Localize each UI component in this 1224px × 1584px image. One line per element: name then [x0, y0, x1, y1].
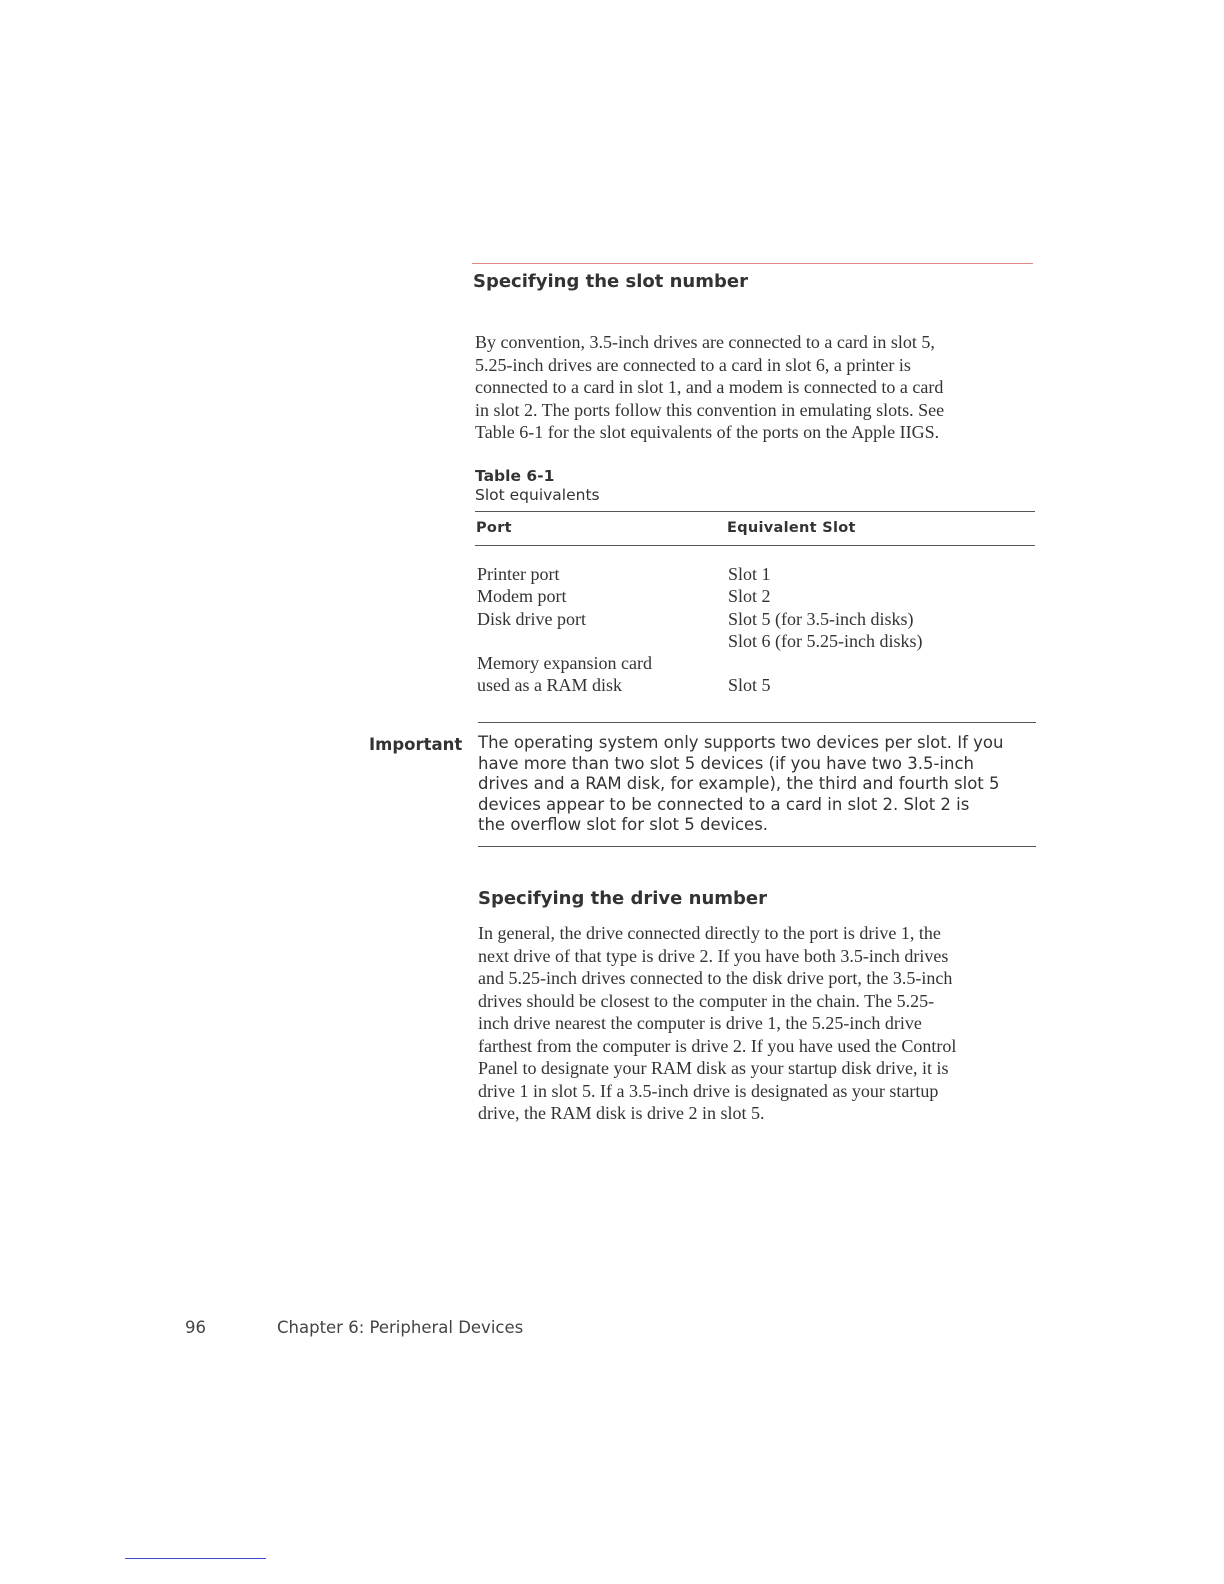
- port-column: [477, 563, 652, 697]
- paragraph-line: connected to a card in slot 1, and a modem is connected to a card: [475, 377, 944, 397]
- table-cell: used as a RAM disk: [477, 675, 622, 696]
- section-heading-drive-number: Specifying the drive number: [478, 888, 767, 909]
- paragraph-line: Table 6-1 for the slot equivalents of the ports on the Apple IIGS.: [475, 422, 940, 442]
- note-line: the overflow slot for slot 5 devices.: [478, 815, 769, 834]
- section-top-rule: [472, 263, 1033, 264]
- paragraph-line: drive, the RAM disk is drive 2 in slot 5.: [478, 1103, 765, 1123]
- bottom-blue-rule: [125, 1558, 266, 1559]
- paragraph-line: In general, the drive connected directly to the port is drive 1, the: [478, 923, 941, 943]
- slot-column: [728, 563, 922, 697]
- table-cell: Slot 1: [728, 564, 771, 584]
- column-header-port: Port: [476, 520, 512, 536]
- note-line: drives and a RAM disk, for example), the third and fourth slot 5: [478, 774, 1000, 793]
- paragraph-line: farthest from the computer is drive 2. If you have used the Control: [478, 1035, 957, 1056]
- important-label: Important: [369, 735, 463, 754]
- table-top-rule: [475, 511, 1035, 512]
- paragraph-line: By convention, 3.5-inch drives are connected to a card in slot 5,: [475, 332, 935, 352]
- table-cell: Slot 5 (for 3.5-inch disks): [728, 608, 914, 629]
- section-heading-slot-number: Specifying the slot number: [473, 271, 748, 292]
- table-cell: Slot 5: [728, 675, 771, 696]
- table-header-rule: [475, 545, 1035, 546]
- table-cell: Slot 6 (for 5.25-inch disks): [728, 630, 923, 651]
- table-number: Table 6-1: [475, 467, 555, 485]
- note-line: The operating system only supports two devices per slot. If you: [478, 733, 1004, 752]
- table-cell: Modem port: [477, 586, 567, 607]
- slot-number-paragraph: [475, 331, 1035, 444]
- table-cell: Printer port: [477, 564, 560, 584]
- paragraph-line: in slot 2. The ports follow this convention in emulating slots. See: [475, 399, 945, 420]
- chapter-footer: Chapter 6: Peripheral Devices: [277, 1318, 524, 1337]
- column-header-equivalent-slot: Equivalent Slot: [727, 520, 856, 536]
- table-cell: Slot 2: [728, 586, 771, 607]
- paragraph-line: inch drive nearest the computer is drive 1, the 5.25-inch drive: [478, 1013, 922, 1033]
- table-cell: Disk drive port: [477, 608, 586, 629]
- paragraph-line: 5.25-inch drives are connected to a card in slot 6, a printer is: [475, 354, 911, 375]
- table-caption: [475, 467, 600, 505]
- table-cell: [477, 630, 652, 652]
- paragraph-line: Panel to designate your RAM disk as your startup disk drive, it is: [478, 1058, 949, 1078]
- important-bottom-rule: [478, 846, 1036, 847]
- paragraph-line: drives should be closest to the computer in the chain. The 5.25-: [478, 990, 935, 1011]
- paragraph-line: drive 1 in slot 5. If a 3.5-inch drive is designated as your startup: [478, 1080, 939, 1101]
- drive-number-paragraph: [478, 922, 1038, 1125]
- note-line: have more than two slot 5 devices (if you have two 3.5-inch: [478, 753, 974, 773]
- note-line: devices appear to be connected to a card in slot 2. Slot 2 is: [478, 794, 970, 814]
- page-number: 96: [185, 1318, 206, 1337]
- important-note: [478, 733, 1044, 836]
- table-cell: Memory expansion card: [477, 653, 652, 674]
- paragraph-line: next drive of that type is drive 2. If you have both 3.5-inch drives: [478, 945, 949, 966]
- table-title: Slot equivalents: [475, 486, 600, 504]
- important-top-rule: [478, 722, 1036, 723]
- table-cell: [728, 652, 922, 674]
- paragraph-line: and 5.25-inch drives connected to the disk drive port, the 3.5-inch: [478, 968, 953, 988]
